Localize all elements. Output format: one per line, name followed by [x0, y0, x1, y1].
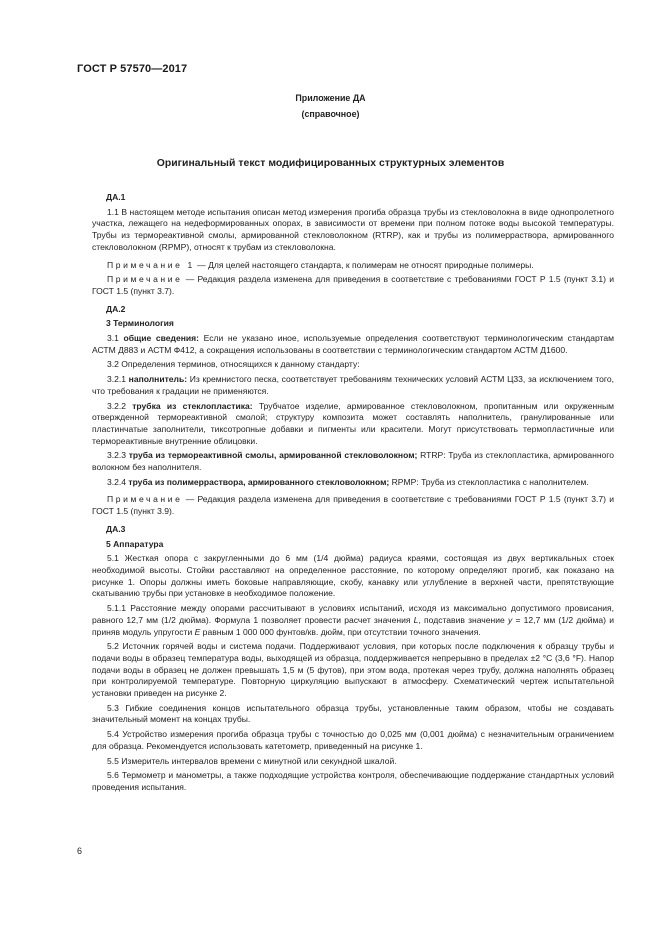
section-label-da2: ДА.2 [106, 303, 126, 314]
section-label-da3: ДА.3 [106, 523, 126, 534]
page-number: 6 [77, 846, 83, 856]
note-1 [92, 260, 614, 272]
term: наполнитель: [128, 374, 188, 385]
note-da2 [92, 494, 614, 517]
paragraph-3-2: 3.2 Определения терминов, относящихся к данному стандарту: [107, 359, 360, 370]
variable-y: y [507, 614, 513, 625]
clause-text: RTRP: Труба из стеклопластика, армированного волокном без наполнителя. [92, 450, 614, 473]
term: трубка из стеклопластика: [132, 400, 253, 411]
variable-L: L [413, 614, 419, 625]
paragraph-5-3: 5.3 Гибкие соединения концов испытательного образца трубы, установленные таким образом, чтобы не создавать значительный момент на концах трубы. [92, 702, 614, 725]
paragraph-3-1 [92, 333, 614, 356]
paragraph-3-2-3 [92, 450, 614, 473]
clause-number: 3.2.3 [107, 450, 129, 461]
note-text: — Для целей настоящего стандарта, к полимерам не относят природные полимеры. [194, 259, 534, 270]
text-run: равным 1 000 000 фунтов/кв. дюйм, при отсутствии точного значения. [200, 626, 481, 637]
paragraph-5-5: 5.5 Измеритель интервалов времени с минутной или секундной шкалой. [107, 755, 397, 766]
paragraph-5-4: 5.4 Устройство измерения прогиба образца трубы с точностью до 0,025 мм (0,001 дюйма) с незначительным ограничением для образца. Рекомендуется использовать катетометр, приведенный на рисунке 1. [92, 729, 614, 751]
variable-E: E [194, 626, 201, 637]
note-lead: Примечание [107, 494, 183, 505]
paragraph-3-2-2 [92, 401, 614, 448]
term: общие сведения: [123, 333, 199, 344]
paragraph-5-6: 5.6 Термометр и манометры, а также подходящие устройства контроля, обеспечивающие поддержание стандартных условий проведения испытания. [92, 770, 614, 792]
clause-text: Из кремнистого песка, соответствует требованиям технических условий АСТМ Ц33, за исключением того, что требования к градации не применяются. [92, 374, 614, 396]
document-title: Оригинальный текст модифицированных структурных элементов [156, 158, 505, 169]
heading-terminology: 3 Терминология [106, 318, 174, 329]
paragraph-3-2-1 [92, 374, 614, 397]
paragraph-1-1: 1.1 В настоящем методе испытания описан метод измерения прогиба образца трубы из стекловолокна в виде однопролетного участка, лежащего на недеформированных опорах, в зависимости от времени при полном потоке воды высокой температуры. Трубы из термореактивной смолы, армированной стекловолокном (RTRP), как и трубы из полимеррастворa, армированного стекловолокном (RPMP), относят к трубам из стекловолокна. [92, 206, 614, 252]
annex-title: Приложение ДА [295, 93, 366, 103]
annex-heading [0, 92, 661, 120]
term: труба из полимеррастворa, армированного стекловолокном; [128, 476, 390, 487]
note-2 [92, 274, 614, 297]
clause-number: 3.2.4 [107, 476, 129, 487]
clause-number: 3.2.1 [107, 374, 129, 385]
text-run: = 12,7 мм (1/2 дюйма) и приняв модуль упругости [92, 614, 614, 637]
note-lead: Примечание 1 [107, 259, 195, 270]
paragraph-5-1-1 [92, 603, 614, 638]
clause-text: RPMP: Труба из стеклопластика с наполнителем. [389, 476, 589, 487]
paragraph-5-1: 5.1 Жесткая опора с закругленными до 6 мм (1/4 дюйма) радиуса краями, состоящая из двух вертикальных стоек необходимой высоты. Стойки расставляют на определенное расстояние, по которому определяют прогиб, как показано на рисунке 1. Опоры должны иметь боковые направляющие, скобу, канавку или углубление в верхней части, препятствующие скатыванию трубы при установке в необходимое положение. [92, 553, 614, 599]
standard-header: ГОСТ Р 57570—2017 [77, 63, 188, 75]
note-text: — Редакция раздела изменена для приведения в соответствие с требованиями ГОСТ Р 1.5 (пункт 3.1) и ГОСТ 1.5 (пункт 3.7). [92, 274, 614, 296]
paragraph-5-2: 5.2 Источник горячей воды и система подачи. Поддерживают условия, при которых после подключения к образцу трубы и подачи воды в образец температура воды, выходящей из образца, поддерживается непрерывно в пределах ±2 °C (3,6 °F). Напор подачи воды в образец не должен превышать 1,5 м (5 футов), при этом вода, протекая через трубу, должна наполнять образец при контролируемой температуре. Повторную циркуляцию выпускают в атмосферу. Схематический чертеж испытательной установки приведен на рисунке 2. [92, 641, 614, 699]
term: труба из термореактивной смолы, армированной стекловолокном; [128, 450, 418, 461]
text-run: , подставив значение [418, 614, 508, 625]
section-label-da1: ДА.1 [106, 192, 126, 202]
note-lead: Примечание [107, 274, 183, 285]
clause-text: Если не указано иное, используемые определения соответствуют терминологическим стандартам АСТМ Д883 и АСТМ Ф412, а сокращения использованы в соответствии с терминологическим стандартом АСТМ Д1600. [92, 333, 614, 355]
clause-text: Трубчатое изделие, армированное стекловолокном, пропитанным или окруженным отвержденной термореактивной смолой; структуру композита может составлять наполнитель, гранулированные или пластинчатые заполнители, тиксотропные добавки и пигменты или красители. Могут присутствовать термопластичные или термореактивные внутренние облицовки. [92, 400, 614, 446]
paragraph-3-2-4 [92, 477, 614, 489]
annex-subtitle: (справочное) [301, 109, 360, 119]
text-run: 5.1.1 Расстояние между опорами рассчитывают в условиях испытаний, исходя из максимально допустимого провисания, равного 12,7 мм (1/2 дюйма). Формула 1 позволяет провести расчет значения [92, 603, 614, 625]
clause-number: 3.1 [107, 333, 124, 344]
clause-number: 3.2.2 [107, 400, 133, 411]
heading-apparatus: 5 Аппаратура [106, 538, 164, 549]
document-body [92, 192, 614, 797]
note-text: — Редакция раздела изменена для приведения в соответствие с требованиями ГОСТ Р 1.5 (пункт 3.7) и ГОСТ 1.5 (пункт 3.9). [92, 494, 614, 517]
